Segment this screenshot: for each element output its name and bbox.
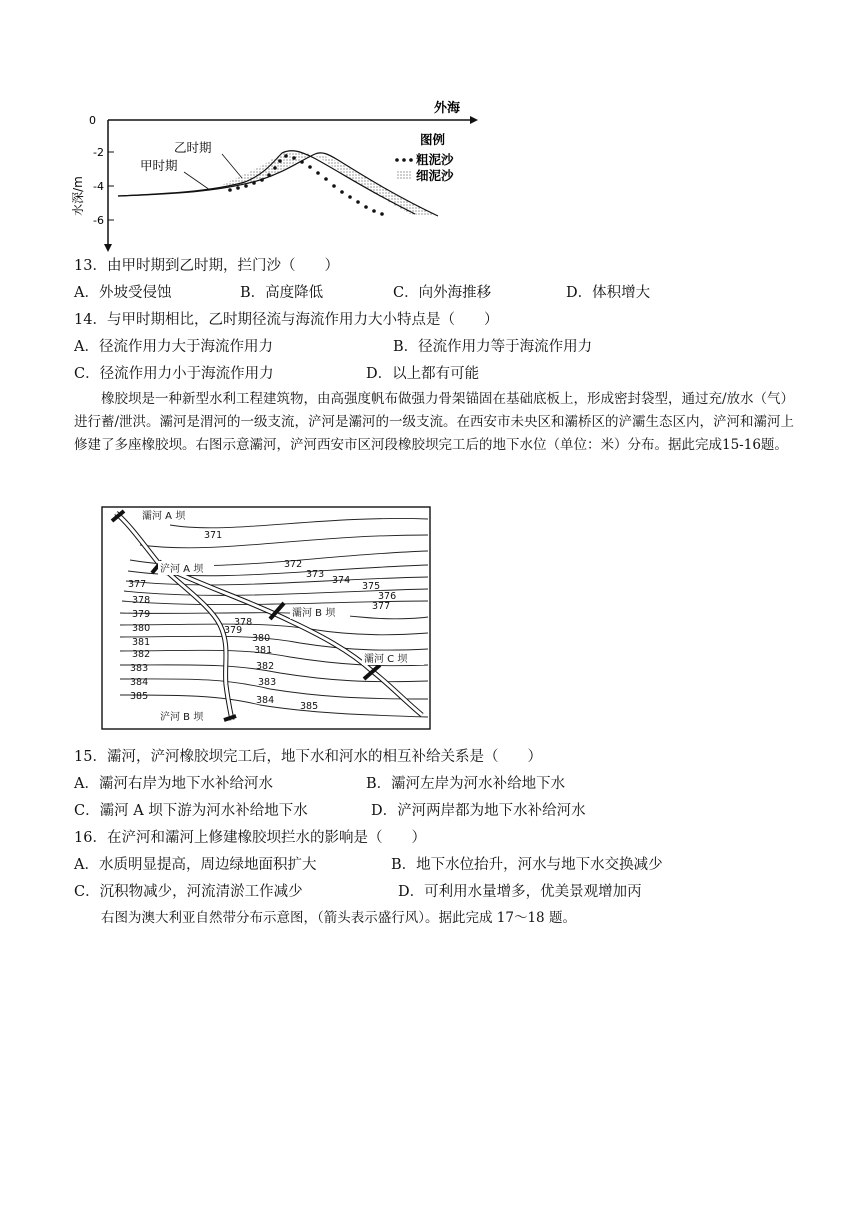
svg-text:382: 382 bbox=[256, 661, 275, 672]
q15-option-b[interactable]: B．灞河左岸为河水补给地下水 bbox=[366, 776, 566, 792]
svg-text:384: 384 bbox=[256, 695, 275, 706]
y-tick-label: 0 bbox=[89, 114, 96, 127]
y-axis-label: 水深/m bbox=[71, 176, 85, 216]
q16-stem: 16．在浐河和灞河上修建橡胶坝拦水的影响是（ ） bbox=[74, 830, 426, 846]
svg-text:381: 381 bbox=[254, 645, 273, 656]
y-tick-label: -4 bbox=[93, 180, 104, 193]
q14-option-c[interactable]: C．径流作用力小于海流作用力 bbox=[74, 366, 274, 382]
q15-option-c[interactable]: C．灞河 A 坝下游为河水补给地下水 bbox=[74, 803, 308, 819]
svg-text:385: 385 bbox=[300, 701, 319, 712]
svg-text:381: 381 bbox=[132, 637, 151, 648]
x-axis-arrow bbox=[470, 116, 478, 124]
q16-option-b[interactable]: B．地下水位抬升，河水与地下水交换减少 bbox=[391, 857, 663, 873]
y-tick-label: -6 bbox=[93, 214, 104, 227]
svg-text:383: 383 bbox=[258, 677, 277, 688]
svg-text:373: 373 bbox=[306, 569, 325, 580]
legend-coarse-label: 粗泥沙 bbox=[416, 152, 454, 167]
svg-text:372: 372 bbox=[284, 559, 303, 570]
legend-fine-label: 细泥沙 bbox=[416, 168, 454, 183]
svg-text:371: 371 bbox=[204, 530, 223, 541]
q13-stem: 13．由甲时期到乙时期，拦门沙（ ） bbox=[74, 258, 339, 274]
svg-text:377: 377 bbox=[128, 579, 147, 590]
svg-text:379: 379 bbox=[132, 609, 151, 620]
label-yi-leader bbox=[222, 154, 242, 178]
q13-option-b[interactable]: B．高度降低 bbox=[240, 285, 324, 301]
svg-text:384: 384 bbox=[130, 677, 149, 688]
svg-text:376: 376 bbox=[378, 591, 397, 602]
label-dam-ba-b: 灞河 B 坝 bbox=[292, 608, 336, 619]
q16-option-c[interactable]: C．沉积物减少，河流清淤工作减少 bbox=[74, 884, 303, 900]
sandbar-profile-figure bbox=[70, 96, 480, 256]
y-tick-label: -2 bbox=[93, 146, 104, 159]
label-jia-leader bbox=[184, 172, 210, 190]
svg-text:379: 379 bbox=[224, 625, 243, 636]
label-jia: 甲时期 bbox=[140, 158, 178, 173]
passage-australia: 右图为澳大利亚自然带分布示意图，（箭头表示盛行风）。据此完成 17～18 题。 bbox=[101, 910, 576, 926]
svg-text:382: 382 bbox=[132, 649, 151, 660]
label-yi: 乙时期 bbox=[174, 140, 212, 155]
q15-option-a[interactable]: A．灞河右岸为地下水补给河水 bbox=[74, 776, 273, 792]
q16-option-a[interactable]: A．水质明显提高，周边绿地面积扩大 bbox=[74, 857, 317, 873]
q15-option-d[interactable]: D．浐河两岸都为地下水补给河水 bbox=[371, 803, 586, 819]
svg-text:383: 383 bbox=[130, 663, 149, 674]
q13-option-a[interactable]: A．外坡受侵蚀 bbox=[74, 285, 172, 301]
svg-text:378: 378 bbox=[132, 595, 151, 606]
svg-text:374: 374 bbox=[332, 575, 351, 586]
svg-text:375: 375 bbox=[362, 581, 381, 592]
y-axis-arrow bbox=[104, 244, 112, 252]
label-dam-ba-a: 灞河 A 坝 bbox=[142, 511, 186, 522]
label-dam-chan-b: 浐河 B 坝 bbox=[160, 712, 204, 723]
svg-text:377: 377 bbox=[372, 601, 391, 612]
q14-option-b[interactable]: B．径流作用力等于海流作用力 bbox=[393, 339, 593, 355]
svg-text:380: 380 bbox=[132, 623, 151, 634]
x-axis-label: 外海 bbox=[434, 101, 461, 116]
svg-text:385: 385 bbox=[130, 691, 149, 702]
q14-stem: 14．与甲时期相比，乙时期径流与海流作用力大小特点是（ ） bbox=[74, 312, 499, 328]
legend-fine-icon bbox=[397, 171, 411, 179]
svg-text:378: 378 bbox=[234, 617, 253, 628]
q16-option-d[interactable]: D．可利用水量增多，优美景观增加丙 bbox=[398, 884, 642, 900]
label-dam-ba-c: 灞河 C 坝 bbox=[364, 654, 408, 665]
q13-option-d[interactable]: D．体积增大 bbox=[566, 285, 651, 301]
q13-option-c[interactable]: C．向外海推移 bbox=[393, 285, 492, 301]
legend-coarse-icon bbox=[395, 158, 413, 162]
q14-option-d[interactable]: D．以上都有可能 bbox=[366, 366, 480, 382]
legend-title: 图例 bbox=[420, 132, 446, 147]
q14-option-a[interactable]: A．径流作用力大于海流作用力 bbox=[74, 339, 273, 355]
q15-stem: 15．灞河，浐河橡胶坝完工后，地下水和河水的相互补给关系是（ ） bbox=[74, 749, 542, 765]
passage-rubber-dam: 橡胶坝是一种新型水利工程建筑物，由高强度帆布做强力骨架锚固在基础底板上，形成密封袋型，通过充/放水（气）进行蓄/泄洪。灞河是渭河的一级支流，浐河是灞河的一级支流。在西安市未央区和灞桥区的浐灞生态区内，浐河和灞河上修建了多座橡胶坝。右图示意灞河，浐河西安市区河段橡胶坝完工后的地下水位（单位：米）分布。据此完成15-16题。 bbox=[74, 391, 795, 453]
svg-text:380: 380 bbox=[252, 633, 271, 644]
label-dam-chan-a: 浐河 A 坝 bbox=[160, 564, 204, 575]
groundwater-contour-map bbox=[100, 505, 432, 731]
